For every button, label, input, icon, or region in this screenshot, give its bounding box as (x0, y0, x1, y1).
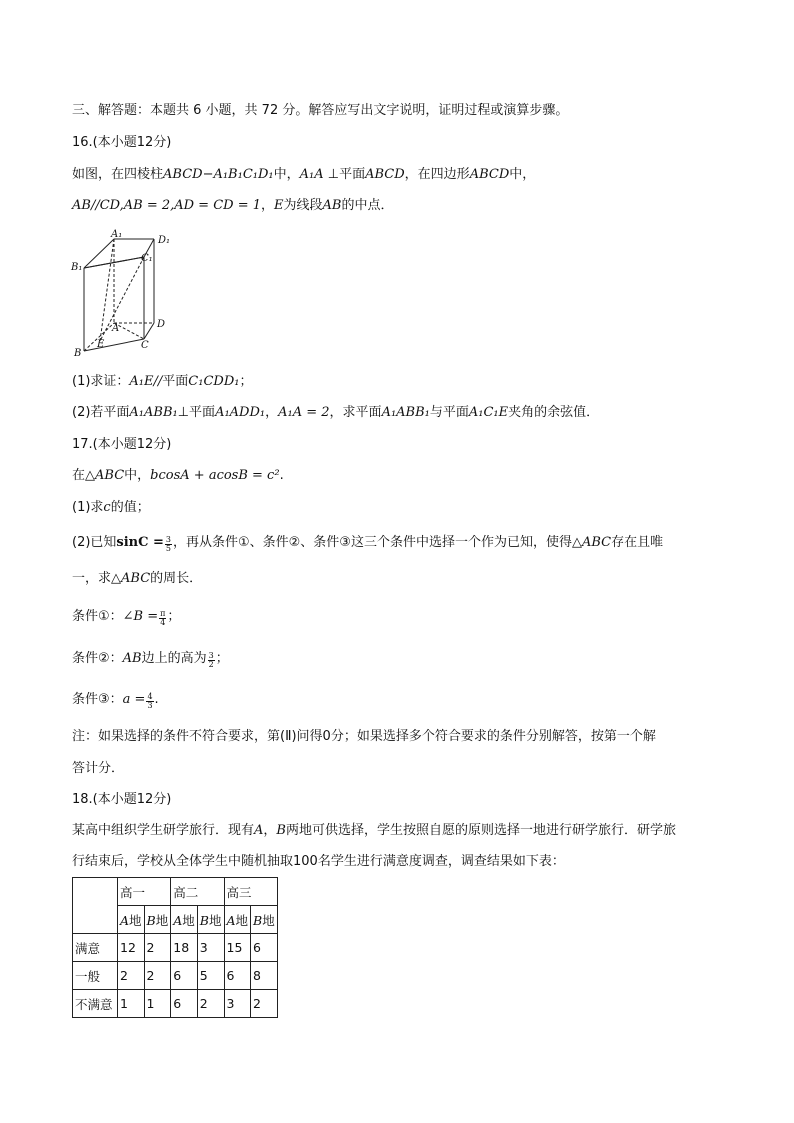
table-cell: 1 (118, 990, 145, 1018)
table-cell: 18 (171, 934, 198, 962)
table-row (73, 990, 278, 1018)
table-cell: 2 (197, 990, 224, 1018)
grade-header: 高三 (224, 878, 277, 906)
table-corner-cell (73, 878, 118, 934)
table-cell: 3 (224, 990, 251, 1018)
q16-part2: (2)若平面A₁ABB₁⊥平面A₁ADD₁，A₁A = 2，求平面A₁ABB₁与平面A₁C₁E夹角的余弦值． (72, 405, 600, 420)
location-header: A地 (171, 906, 198, 934)
table-cell: 2 (118, 962, 145, 990)
location-header: A地 (224, 906, 251, 934)
row-label: 一般 (73, 962, 118, 990)
q17-condition-2: 条件②：AB边上的高为 $\frac{3}{2}$ ； (72, 651, 229, 669)
label-A1: A₁ (111, 229, 123, 240)
table-cell: 8 (251, 962, 278, 990)
table-cell: 15 (224, 934, 251, 962)
table-cell: 2 (251, 990, 278, 1018)
q17-heading: 17.(本小题12分) (72, 437, 172, 452)
q17-part1: (1)求c的值； (72, 500, 150, 515)
table-cell: 6 (171, 962, 198, 990)
prism-figure (70, 228, 180, 360)
table-cell: 5 (197, 962, 224, 990)
grade-header: 高一 (118, 878, 171, 906)
table-cell: 2 (144, 962, 171, 990)
table-cell: 6 (224, 962, 251, 990)
label-B: B (74, 348, 82, 359)
q16-heading: 16.(本小题12分) (72, 135, 172, 150)
row-label: 满意 (73, 934, 118, 962)
label-C: C (141, 340, 149, 351)
q17-intro: 在△ABC中，bcosA + acosB = c². (72, 468, 284, 483)
q17-part2: (2)已知sinC = $\frac{3}{5}$ ，再从条件①、条件②、条件③这三个条件中选择一个作为已知，使得△ABC存在且唯 (72, 535, 664, 553)
q16-intro-line2: AB//CD,AB = 2,AD = CD = 1，E为线段AB的中点． (72, 198, 394, 213)
q17-note-line2: 答计分． (72, 761, 125, 776)
label-E: E (97, 339, 105, 350)
table-cell: 12 (118, 934, 145, 962)
location-header: B地 (197, 906, 224, 934)
table-cell: 6 (251, 934, 278, 962)
table-row (73, 962, 278, 990)
q17-condition-1: 条件①：∠B = $\frac{\pi}{4}$ ； (72, 609, 181, 627)
table-cell: 2 (144, 934, 171, 962)
row-label: 不满意 (73, 990, 118, 1018)
label-A: A (112, 323, 120, 334)
table-header-row (73, 878, 278, 906)
label-D: D (157, 319, 166, 330)
grade-header: 高二 (171, 878, 224, 906)
table-cell: 3 (197, 934, 224, 962)
q18-heading: 18.(本小题12分) (72, 792, 172, 807)
section-header: 三、解答题：本题共 6 小题，共 72 分。解答应写出文字说明，证明过程或演算步骤。 (72, 103, 569, 118)
label-D1: D₁ (158, 235, 171, 246)
label-B1: B₁ (71, 262, 83, 273)
q18-intro-line2: 行结束后，学校从全体学生中随机抽取100名学生进行满意度调查，调查结果如下表： (72, 854, 565, 869)
survey-table (72, 877, 278, 1018)
q16-part1: (1)求证：A₁E//平面C₁CDD₁； (72, 374, 253, 389)
q17-part2-cont: 一，求△ABC的周长． (72, 571, 203, 586)
location-header: B地 (251, 906, 278, 934)
q18-intro-line1: 某高中组织学生研学旅行．现有A，B两地可供选择，学生按照自愿的原则选择一地进行研学旅行．研学旅 (72, 823, 676, 838)
location-header: A地 (118, 906, 145, 934)
q17-note-line1: 注：如果选择的条件不符合要求，第(Ⅱ)问得0分；如果选择多个符合要求的条件分别解答，按第一个解 (72, 729, 656, 744)
table-cell: 6 (171, 990, 198, 1018)
q17-condition-3: 条件③：a = $\frac{4}{3}$ . (72, 692, 159, 710)
q16-intro-line1: 如图，在四棱柱ABCD−A₁B₁C₁D₁中，A₁A ⊥平面ABCD，在四边形ABCD中， (72, 167, 536, 182)
label-C1: C₁ (141, 253, 153, 264)
table-row (73, 934, 278, 962)
table-cell: 1 (144, 990, 171, 1018)
location-header: B地 (144, 906, 171, 934)
